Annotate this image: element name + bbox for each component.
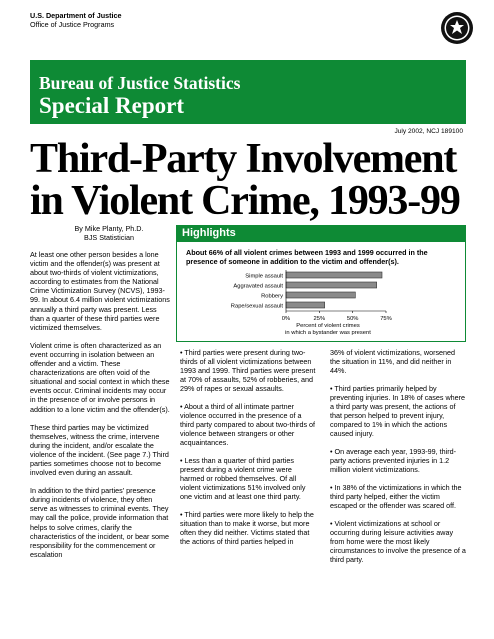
chart-tick-label: 25%: [313, 316, 326, 322]
chart-category-label: Simple assault: [245, 273, 283, 280]
chart-bar: [286, 282, 377, 288]
seal-icon: [440, 11, 474, 45]
intro-paragraph: These third parties may be victimized themselves, witness the crime, intervene during the incident, and/or escalate the violence of the incident. (See page 7.) Third parties sometimes choose not to become involved even during an assault.: [30, 422, 169, 478]
chart-category-label: Aggravated assault: [233, 283, 283, 290]
office-name: Office of Justice Programs: [30, 20, 115, 29]
chart-bar: [286, 272, 382, 278]
chart-tick-label: 0%: [281, 316, 291, 322]
chart-bar: [286, 302, 325, 308]
intro-paragraph: Violent crime is often characterized as an event occurring in isolation between an offender and a victim. These characterizations are often void of the situational and social context in which these events occur. Criminal incidents may occur in the presence of or involve persons in addition to a lone victim and the offender(s).: [30, 340, 170, 414]
highlights-column-right: [330, 348, 466, 573]
highlights-intro: About 66% of all violent crimes between 1993 and 1999 occurred in the presence of someone in addition to the victim and offender(s).: [186, 248, 428, 266]
chart-bar: [286, 292, 355, 298]
chart-tick-label: 75%: [380, 316, 392, 322]
intro-paragraph: In addition to the third parties' presence during incidents of violence, they often serve as witnesses to criminal events. They may call the police, provide information that helps to solve crimes, clarify the characteristics of the incident, or bear some responsibility for the commencement or escalation: [30, 486, 170, 559]
highlights-column-left: [180, 348, 316, 555]
bjs-banner: [30, 60, 466, 124]
author: By Mike Planty, Ph.D.: [74, 224, 144, 233]
department-header: [30, 11, 121, 29]
chart-x-axis-label: in which a bystander was present: [285, 330, 371, 336]
chart-x-axis-label: Percent of violent crimes: [296, 323, 360, 329]
title-line-2: in Violent Crime, 1993-99: [30, 178, 460, 224]
highlight-item: • About a third of all intimate partner violence occurred in the presence of a third party compared to about two-thirds of violence between strangers or other acquaintances.: [180, 402, 316, 447]
dateline: July 2002, NCJ 189100: [394, 128, 463, 135]
highlight-item: • Violent victimizations at school or occurring during leisure activities away from home were the most likely circumstances to involve the presence of a third party.: [330, 519, 466, 564]
intro-paragraph: At least one other person besides a lone victim and the offender(s) was present at about two-thirds of violent victimizations, according to estimates from the National Crime Victimization Survey (NCVS), 1993-99. In about 6.4 million violent victimizations annually a third party was present. Less than a quarter of these third parties were victimized themselves.: [30, 250, 170, 332]
highlight-item: • Third parties primarily helped by preventing injuries. In 18% of cases where a third party was present, the actions of that person helped to prevent injury, compared to 1% in which the actions caused injury.: [330, 384, 466, 438]
highlight-item: • Less than a quarter of third parties present during a violent crime were harmed or robbed themselves. Of all violent victimizations 51% involved only one victim and at least one third party.: [180, 456, 306, 501]
byline: [54, 224, 164, 242]
highlight-item: 36% of violent victimizations, worsened the situation in 11%, and did neither in 44%.: [330, 348, 456, 375]
banner-agency: Bureau of Justice Statistics: [39, 73, 241, 93]
highlights-heading: Highlights: [176, 225, 466, 242]
department-name: U.S. Department of Justice: [30, 11, 122, 20]
page-title: [30, 138, 470, 222]
chart-tick-label: 50%: [346, 316, 359, 322]
author-role: BJS Statistician: [84, 233, 134, 242]
bystander-bar-chart: [190, 268, 420, 342]
highlight-item: • Third parties were more likely to help the situation than to make it worse, but more often they did neither. Victims stated that the actions of third parties helped in: [180, 510, 314, 546]
highlight-item: • In 38% of the victimizations in which the third party helped, either the victim escaped or the offender was scared off.: [330, 483, 462, 510]
chart-category-label: Rape/sexual assault: [230, 303, 283, 310]
intro-column: [30, 250, 170, 568]
highlight-item: • On average each year, 1993-99, third-party actions prevented injuries in 1.2 million violent victimizations.: [330, 447, 456, 474]
banner-report-type: Special Report: [39, 93, 185, 118]
chart-category-label: Robbery: [261, 293, 283, 300]
title-line-1: Third-Party Involvement: [30, 136, 457, 182]
highlight-item: • Third parties were present during two-thirds of all violent victimizations between 1993 and 1999. Third parties were present at 70% of assaults, 52% of robberies, and 29% of rapes or sexual assaults.: [180, 348, 316, 393]
